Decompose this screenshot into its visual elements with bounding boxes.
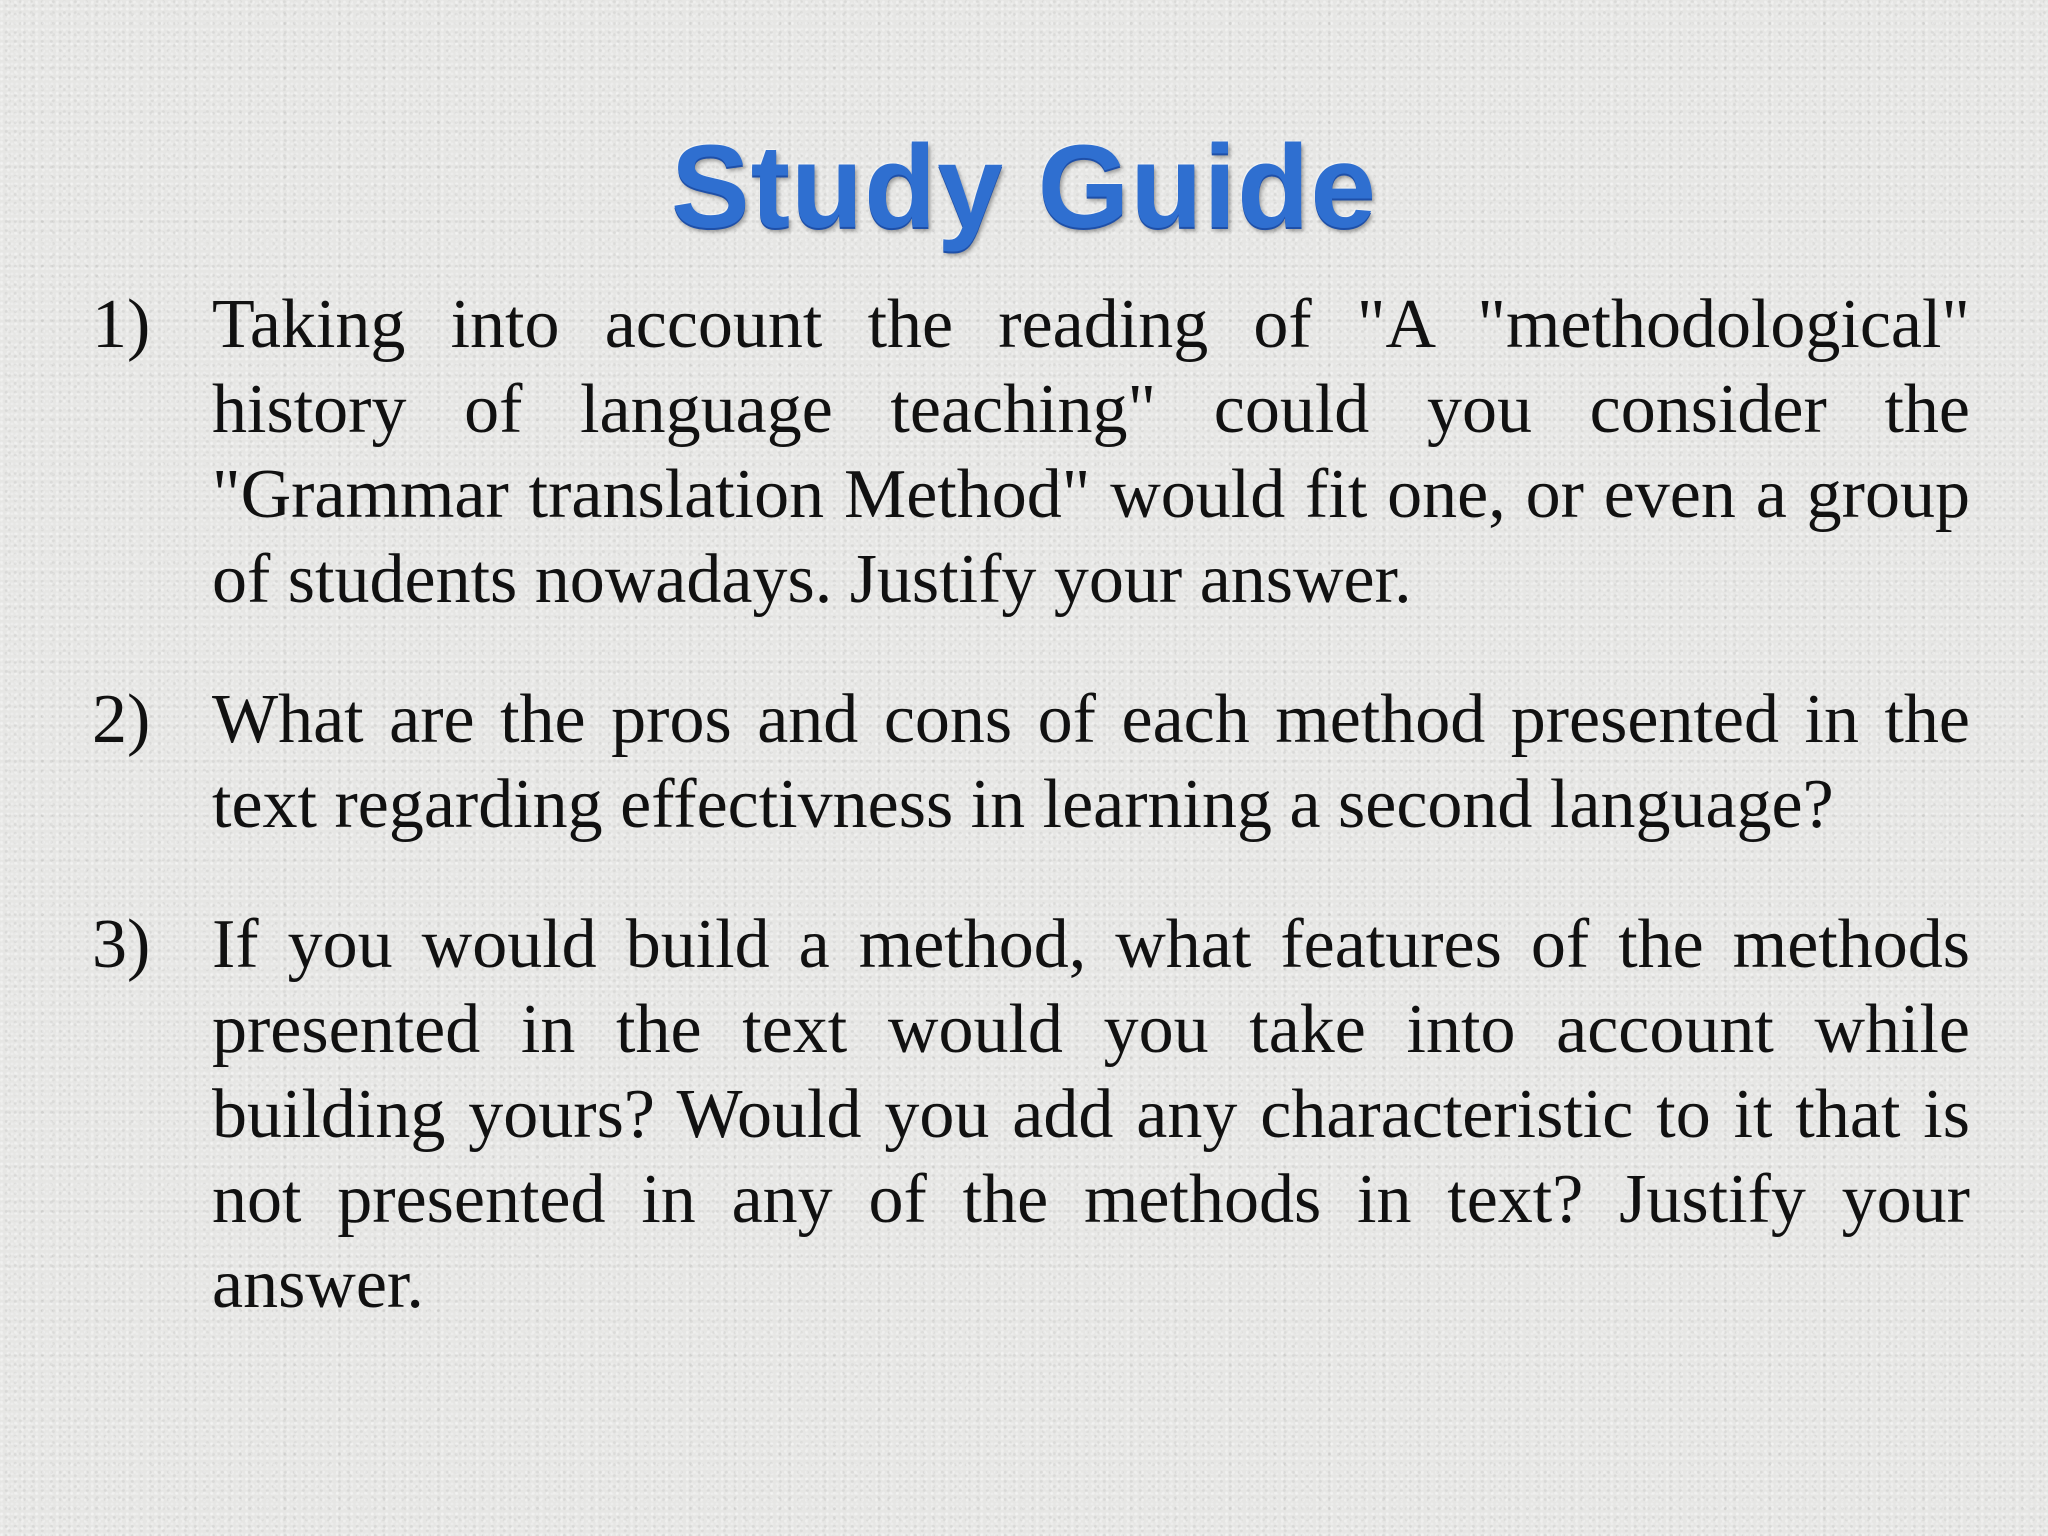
- question-number: 1): [92, 286, 151, 363]
- question-number: 3): [92, 906, 151, 983]
- slide-title: Study Guide: [671, 121, 1377, 253]
- question-list: [92, 282, 1970, 1327]
- question-number: 2): [92, 681, 151, 758]
- question-text: What are the pros and cons of each method presented in the text regarding effectivness in learning a second language?: [212, 681, 1970, 843]
- question-item: [92, 282, 1970, 622]
- question-text: If you would build a method, what features of the methods presented in the text would you take into account while building yours? Would you add any characteristic to it that is not presented in any of the methods in text? Justify your answer.: [212, 906, 1970, 1323]
- question-text: Taking into account the reading of "A "methodological" history of language teaching" could you consider the "Grammar translation Method" would fit one, or even a group of students nowadays. Justify your answer.: [212, 286, 1970, 618]
- question-item: [92, 902, 1970, 1327]
- question-item: [92, 677, 1970, 847]
